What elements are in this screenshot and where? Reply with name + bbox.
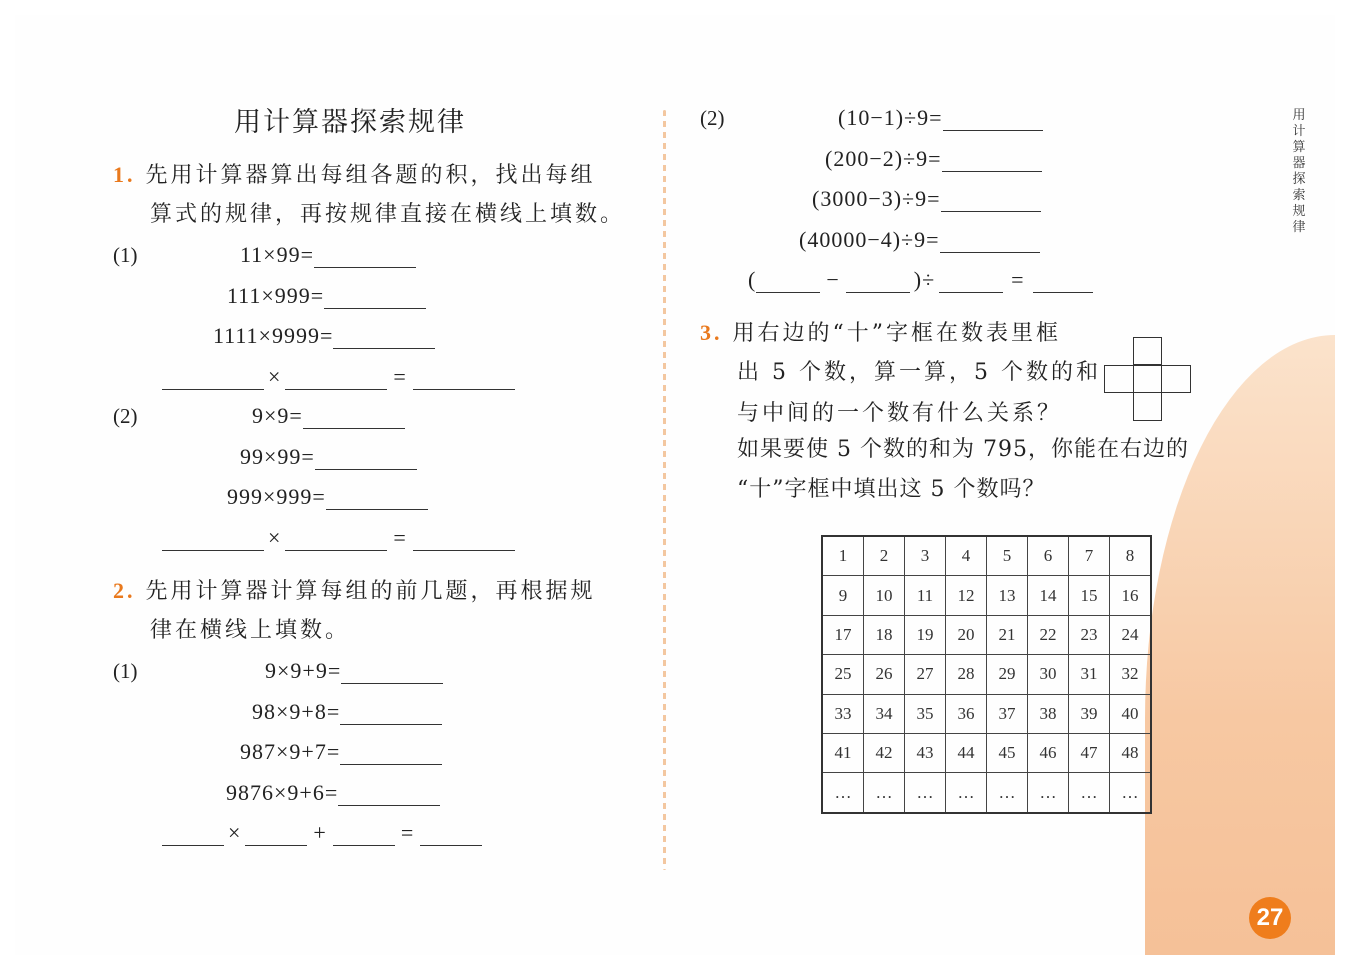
answer-blank[interactable]	[285, 367, 387, 390]
decorative-peach-shape	[1145, 335, 1335, 955]
answer-blank[interactable]	[413, 367, 515, 390]
table-cell: 8	[1110, 536, 1152, 576]
table-cell: 16	[1110, 576, 1152, 615]
answer-blank[interactable]	[315, 447, 417, 470]
table-cell: 46	[1028, 733, 1069, 772]
answer-blank[interactable]	[1033, 270, 1093, 293]
table-cell: 15	[1069, 576, 1110, 615]
page-number-badge: 27	[1249, 897, 1291, 939]
answer-blank[interactable]	[420, 823, 482, 846]
table-cell: 47	[1069, 733, 1110, 772]
q1-part1-label: (1)	[113, 243, 138, 267]
table-cell: 11	[905, 576, 946, 615]
table-cell: 23	[1069, 615, 1110, 654]
answer-blank[interactable]	[846, 270, 910, 293]
table-cell: 9	[822, 576, 864, 615]
answer-blank[interactable]	[756, 270, 820, 293]
answer-blank[interactable]	[341, 661, 443, 684]
page-divider	[663, 110, 666, 870]
cross-cell-left	[1104, 365, 1134, 393]
answer-blank[interactable]	[333, 823, 395, 846]
table-cell: 17	[822, 615, 864, 654]
table-cell: 43	[905, 733, 946, 772]
table-cell: 42	[864, 733, 905, 772]
answer-blank[interactable]	[939, 270, 1003, 293]
table-cell: 39	[1069, 694, 1110, 733]
q1-expr-1: 11×99=	[240, 242, 416, 268]
answer-blank[interactable]	[340, 742, 442, 765]
q2-part1-label: (1)	[113, 659, 138, 683]
table-cell: 37	[987, 694, 1028, 733]
table-cell: 24	[1110, 615, 1152, 654]
q1-expr-4: 9×9=	[252, 403, 405, 429]
q3-text-line2: 出 5 个数，算一算，5 个数的和	[737, 360, 1101, 385]
q3-number: 3.	[700, 320, 723, 345]
q2-text-line1: 2. 先用计算器计算每组的前几题，再根据规	[113, 578, 596, 604]
q2-expr-8: (40000−4)÷9=	[799, 227, 1040, 253]
answer-blank[interactable]	[340, 702, 442, 725]
cross-frame-diagram	[1104, 337, 1191, 421]
q1-text-line2: 算式的规律，再按规律直接在横线上填数。	[150, 202, 626, 227]
cross-cell-bottom	[1133, 392, 1162, 421]
table-cell: …	[905, 773, 946, 813]
cross-cell-center	[1133, 365, 1162, 393]
q1-pattern-row-2: × =	[162, 525, 515, 551]
table-cell: 7	[1069, 536, 1110, 576]
table-cell: 48	[1110, 733, 1152, 772]
table-cell: 41	[822, 733, 864, 772]
table-row	[822, 694, 1151, 733]
table-cell: 10	[864, 576, 905, 615]
q1-expr-2: 111×999=	[227, 283, 426, 309]
q1-part2-label: (2)	[113, 404, 138, 428]
table-cell: …	[864, 773, 905, 813]
q2-expr-7: (3000−3)÷9=	[812, 186, 1041, 212]
answer-blank[interactable]	[285, 528, 387, 551]
answer-blank[interactable]	[162, 367, 264, 390]
q2-text-line2: 律在横线上填数。	[150, 618, 351, 643]
table-row	[822, 615, 1151, 654]
q2-expr-5: (10−1)÷9=	[838, 105, 1043, 131]
table-cell: 27	[905, 655, 946, 694]
q2-expr-4: 9876×9+6=	[226, 780, 440, 806]
table-cell: 33	[822, 694, 864, 733]
table-row	[822, 536, 1151, 576]
answer-blank[interactable]	[162, 823, 224, 846]
answer-blank[interactable]	[162, 528, 264, 551]
table-cell: …	[822, 773, 864, 813]
table-row	[822, 655, 1151, 694]
table-cell: 22	[1028, 615, 1069, 654]
answer-blank[interactable]	[338, 783, 440, 806]
table-cell: 13	[987, 576, 1028, 615]
table-cell: 25	[822, 655, 864, 694]
table-cell: 19	[905, 615, 946, 654]
table-cell: 35	[905, 694, 946, 733]
table-cell: 31	[1069, 655, 1110, 694]
answer-blank[interactable]	[314, 245, 416, 268]
q2-pattern-row-1: × + =	[162, 820, 482, 846]
table-cell: …	[946, 773, 987, 813]
table-cell: 45	[987, 733, 1028, 772]
q3-text-line5: “十”字框中填出这 5 个数吗？	[737, 477, 1046, 502]
q2-expr-1: 9×9+9=	[265, 658, 443, 684]
table-cell: 32	[1110, 655, 1152, 694]
table-cell: 12	[946, 576, 987, 615]
page-title: 用计算器探索规律	[234, 107, 466, 138]
answer-blank[interactable]	[943, 108, 1043, 131]
table-cell: 14	[1028, 576, 1069, 615]
table-cell: 38	[1028, 694, 1069, 733]
q1-expr-3: 1111×9999=	[213, 323, 435, 349]
cross-cell-top	[1133, 337, 1162, 365]
table-cell: 29	[987, 655, 1028, 694]
table-cell: …	[987, 773, 1028, 813]
table-cell: 36	[946, 694, 987, 733]
cross-cell-right	[1161, 365, 1191, 393]
answer-blank[interactable]	[303, 406, 405, 429]
table-cell: 3	[905, 536, 946, 576]
table-row	[822, 773, 1151, 813]
number-table	[821, 535, 1152, 814]
q3-text-line4: 如果要使 5 个数的和为 795，你能在右边的	[737, 437, 1189, 462]
table-row	[822, 733, 1151, 772]
table-cell: 26	[864, 655, 905, 694]
table-cell: …	[1069, 773, 1110, 813]
table-cell: 5	[987, 536, 1028, 576]
answer-blank[interactable]	[245, 823, 307, 846]
q1-pattern-row-1: × =	[162, 364, 515, 390]
table-cell: 1	[822, 536, 864, 576]
answer-blank[interactable]	[333, 326, 435, 349]
table-cell: 2	[864, 536, 905, 576]
table-cell: 40	[1110, 694, 1152, 733]
answer-blank[interactable]	[942, 149, 1042, 172]
q2-number: 2.	[113, 578, 136, 603]
table-cell: …	[1110, 773, 1152, 813]
table-cell: 20	[946, 615, 987, 654]
q2-expr-3: 987×9+7=	[240, 739, 442, 765]
table-cell: 18	[864, 615, 905, 654]
q1-expr-5: 99×99=	[240, 444, 417, 470]
q2-part2-label: (2)	[700, 106, 725, 130]
table-cell: 21	[987, 615, 1028, 654]
q2-expr-6: (200−2)÷9=	[825, 146, 1042, 172]
answer-blank[interactable]	[941, 189, 1041, 212]
answer-blank[interactable]	[940, 230, 1040, 253]
q1-number: 1.	[113, 162, 136, 187]
table-cell: 6	[1028, 536, 1069, 576]
table-cell: 4	[946, 536, 987, 576]
table-cell: 34	[864, 694, 905, 733]
q2-pattern-row-2: ( − )÷ =	[748, 267, 1093, 293]
answer-blank[interactable]	[324, 286, 426, 309]
side-chapter-title: 用 计 算 器 探 索 规 律	[1292, 108, 1306, 235]
q2-expr-2: 98×9+8=	[252, 699, 442, 725]
answer-blank[interactable]	[326, 487, 428, 510]
table-cell: 44	[946, 733, 987, 772]
table-cell: …	[1028, 773, 1069, 813]
answer-blank[interactable]	[413, 528, 515, 551]
table-cell: 30	[1028, 655, 1069, 694]
q3-text-line3: 与中间的一个数有什么关系？	[737, 401, 1063, 426]
q3-text-line1: 3. 用右边的“十”字框在数表里框	[700, 320, 1061, 346]
q1-expr-6: 999×999=	[227, 484, 428, 510]
table-row	[822, 576, 1151, 615]
q1-text-line1: 1. 先用计算器算出每组各题的积，找出每组	[113, 162, 596, 188]
table-cell: 28	[946, 655, 987, 694]
